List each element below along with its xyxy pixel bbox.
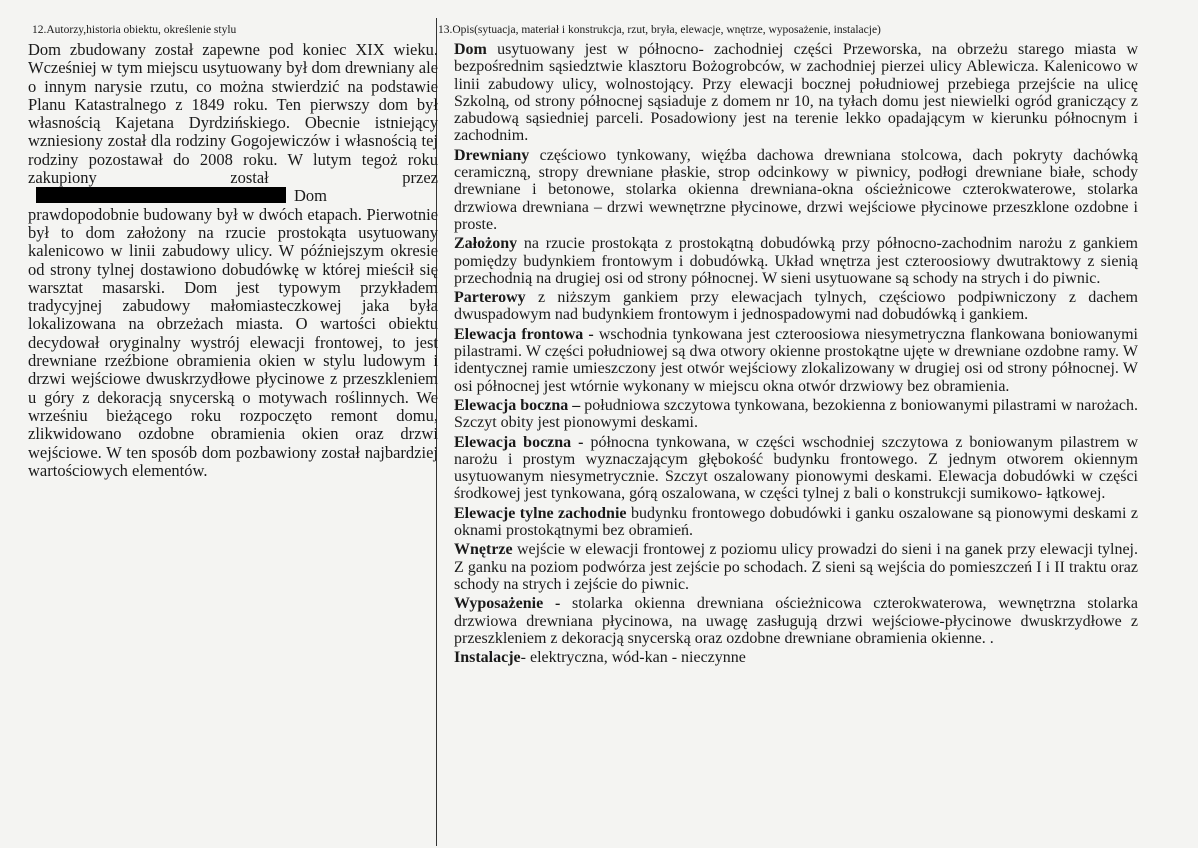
description-heading: 13.Opis(sytuacja, materiał i konstrukcja, rzut, bryła, elewacje, wnętrze, wyposażenie, instalacje) [438, 24, 881, 36]
para-term: Instalacje [454, 649, 521, 667]
description-body [438, 41, 1138, 666]
history-text [28, 41, 438, 480]
history-text-before: Dom zbudowany został zapewne pod koniec XIX wieku. Wcześniej w tym miejscu usytuowany był dom drewniany ale o innym narysie rzutu, co można stwierdzić na podstawie Planu Katastralnego z 1849 roku. Ten pierwszy dom był własnością Kajetana Dyrdzińskiego. Obecnie istniejący wzniesiony został dla rodziny Gogojewiczów i własnością tej rodziny pozostawał do 2008 roku. W lutym tegoż roku zakupiony został przez [28, 40, 438, 188]
para-wyposazenie [454, 595, 1138, 647]
para-zalozony [454, 235, 1138, 287]
para-text: - elektryczna, wód-kan - nieczynne [520, 649, 746, 667]
para-term: Dom [454, 41, 487, 58]
para-text: stolarka okienna drewniana ościeżnicowa czterokwaterowa, wewnętrzna stolarka drzwiowa drewniana płycinowa, na uwagę zasługują drzwi wejściowe-płycinowe dwuskrzydłowe z przeszkleniem z dekoracją snycerską oraz ozdobne drewniane obramienia okienne. . [454, 595, 1138, 647]
section-history [28, 24, 438, 480]
para-elewacja-boczna-poludniowa [454, 397, 1138, 432]
para-instalacje [454, 649, 1138, 666]
para-term: Parterowy [454, 289, 526, 307]
para-elewacje-tylne [454, 505, 1138, 540]
section-description [438, 24, 1138, 668]
para-wnetrze [454, 541, 1138, 593]
para-text: budynku frontowego dobudówki i ganku oszalowane są pionowymi deskami z oknami prostokątnymi bez obramień. [454, 504, 1139, 540]
para-text: z niższym gankiem przy elewacjach tylnych, częściowo podpiwniczony z dachem dwuspadowym nad budynkiem frontowym i jednospadowymi nad dobudówką i gankiem. [454, 289, 1138, 324]
para-elewacja-boczna-polnocna [454, 434, 1138, 503]
para-term: Elewacja frontowa - [454, 325, 594, 343]
para-term: Elewacja boczna – [454, 396, 581, 414]
para-dom [454, 41, 1138, 145]
para-text: usytuowany jest w północno- zachodniej części Przeworska, na obrzeżu starego miasta w bezpośrednim sąsiedztwie klasztoru Bożogrobców, w zachodniej pierzei ulicy Ablewicza. Kalenicowo w linii zabudowy ulicy, wolnostojący. Przy elewacji bocznej południowej przebiega przejście na ulicę Szkolną, od strony północnej sąsiaduje z domem nr 10, na tyłach domu jest niewielki ogród graniczący z zabudową sąsiedniej parceli. Posadowiony jest na terenie lekko opadającym w kierunku północnym i zachodnim. [454, 41, 1138, 145]
para-drewniany [454, 147, 1138, 233]
para-text: wejście w elewacji frontowej z poziomu ulicy prowadzi do sieni i na ganek przy elewacji tylnej. Z ganku na poziom podwórza jest zejście po schodach. Z sieni są wejścia do pomieszczeń I i II traktu oraz schody na strych i zejście do piwnic. [454, 541, 1138, 593]
para-parterowy [454, 289, 1138, 324]
para-term: Elewacje tylne zachodnie [454, 504, 627, 522]
para-elewacja-frontowa [454, 326, 1138, 395]
para-term: Drewniany [454, 146, 530, 164]
para-text: częściowo tynkowany, więźba dachowa drewniana stolcowa, dach pokryty dachówką ceramiczną, stropy drewniane płaskie, strop odcinkowy w piwnicy, podłogi drewniane białe, schody drewniane i betonowe, stolarka okienna drewniana-okna ościeżnicowe czterokwaterowe, stolarka drzwiowa drewniana – drzwi wewnętrzne płycinowe, drzwi wejściowe płycinowe przeszklone ozdobne i proste. [454, 146, 1138, 233]
redacted-block [36, 187, 286, 203]
para-text: wschodnia tynkowana jest czteroosiowa niesymetryczna flankowana boniowanymi pilastrami. W części południowej są dwa otwory okienne prostokątne ujęte w drewniane ozdobne ramy. W identycznej ramie umieszczony jest otwór wejściowy zlokalizowany w drugiej osi od strony północnej. W osi północnej jest wtórnie wykonany w miejscu okna otwór drzwiowy bez obramienia. [454, 325, 1138, 395]
para-term: Wyposażenie - [454, 595, 561, 613]
para-term: Założony [454, 235, 518, 253]
para-text: południowa szczytowa tynkowana, bezokienna z boniowanymi pilastrami w narożach. Szczyt obity jest pionowymi deskami. [454, 396, 1139, 432]
para-term: Elewacja boczna - [454, 433, 584, 451]
history-heading: 12.Autorzy,historia obiektu, określenie stylu [32, 24, 237, 36]
para-text: na rzucie prostokąta z prostokątną dobudówką przy północno-zachodnim narożu z gankiem pomiędzy budynkiem frontowym i dobudówką. Układ wnętrza jest czteroosiowy dwutraktowy z sienią przechodnią na drugiej osi od strony północnej. W sieni usytuowane są schody na strych i do piwnic. [454, 235, 1138, 287]
para-term: Wnętrze [454, 541, 513, 559]
history-text-after: Dom prawdopodobnie budowany był w dwóch etapach. Pierwotnie był to dom założony na rzucie prostokąta usytuowany kalenicowo w linii zabudowy ulicy. W późniejszym okresie od strony tylnej dostawiono dobudówkę w której mieścił się warsztat masarski. Dom jest typowym przykładem tradycyjnej zabudowy małomiasteczkowej jaka była lokalizowana na obrzeżach miasta. O wartości obiektu decydował oryginalny wystrój elewacji frontowej, to jest drewniane rzeźbione obramienia okien w stylu ludowym i drzwi wejściowe dwuskrzydłowe płycinowe z przeszkleniem u góry z dekoracją snycerską o motywach roślinnych. We wrześniu bieżącego roku rozpoczęto remont domu, zlikwidowano ozdobne obramienia okien oraz drzwi wejściowe. W ten sposób dom pozbawiony został najbardziej wartościowych elementów. [28, 186, 438, 480]
para-text: północna tynkowana, w części wschodniej szczytowa z boniowanym pilastrem w narożu i prostym wyznaczającym głębokość budynku frontowego. Z jednym otworem okiennym usytuowanym niesymetrycznie. Szczyt oszalowany pionowymi deskami. Elewacja dobudówki w części środkowej jest tynkowana, górą oszalowana, w części tylnej z bali o konstrukcji sumikowo- łątkowej. [454, 433, 1139, 503]
